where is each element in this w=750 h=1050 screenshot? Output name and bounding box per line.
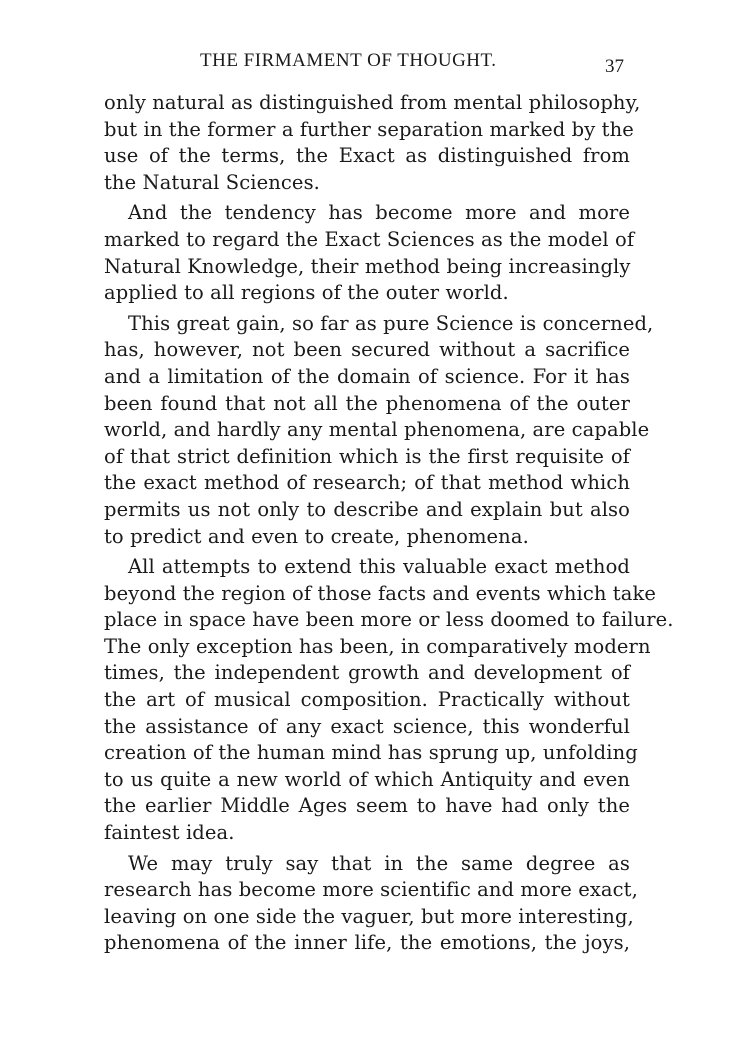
text-line: but in the former a further separation marked by the: [104, 117, 634, 141]
text-line: creation of the human mind has sprung up, unfolding: [104, 741, 638, 765]
text-line: to us quite a new world of which Antiquity and even: [104, 767, 630, 791]
text-line: This great gain, so far as pure Science is concerned,: [128, 311, 654, 335]
text-line: the earlier Middle Ages seem to have had only the: [104, 794, 630, 818]
paragraph: [104, 311, 654, 550]
text-line: place in space have been more or less doomed to failure.: [104, 608, 674, 632]
text-line: and a limitation of the domain of science. For it has: [104, 364, 630, 388]
text-line: only natural as distinguished from mental philosophy,: [104, 91, 641, 114]
text-line: All attempts to extend this valuable exact method: [128, 555, 630, 579]
text-line: times, the independent growth and development of: [104, 661, 630, 685]
text-line: the art of musical composition. Practically without: [104, 688, 630, 712]
text-line: leaving on one side the vaguer, but more interesting,: [104, 904, 634, 928]
text-line: to predict and even to create, phenomena.: [104, 524, 529, 548]
paragraph: [104, 554, 674, 847]
body-text: [104, 90, 674, 957]
text-line: The only exception has been, in comparatively modern: [104, 634, 651, 658]
text-line: the assistance of any exact science, this wonderful: [104, 714, 630, 738]
text-line: permits us not only to describe and explain but also: [104, 497, 630, 521]
text-line: research has become more scientific and more exact,: [104, 878, 638, 902]
text-line: marked to regard the Exact Sciences as the model of: [104, 227, 635, 251]
text-line: beyond the region of those facts and events which take: [104, 581, 657, 605]
text-line: of that strict definition which is the first requisite of: [104, 444, 630, 468]
text-line: world, and hardly any mental phenomena, are capable: [104, 418, 650, 442]
text-line: been found that not all the phenomena of the outer: [104, 391, 630, 415]
running-head: THE FIRMAMENT OF THOUGHT.: [200, 50, 497, 71]
text-line: applied to all regions of the outer world.: [104, 281, 509, 305]
text-line: Natural Knowledge, their method being increasingly: [104, 254, 631, 278]
text-line: the exact method of research; of that method which: [104, 471, 630, 495]
page-number: 37: [605, 56, 624, 77]
text-line: the Natural Sciences.: [104, 170, 320, 194]
paragraph: [104, 851, 638, 957]
paragraph: [104, 200, 635, 306]
text-line: phenomena of the inner life, the emotions, the joys,: [104, 931, 630, 955]
text-line: faintest idea.: [104, 821, 235, 845]
text-line: We may truly say that in the same degree as: [128, 851, 630, 875]
text-line: has, however, not been secured without a sacrifice: [104, 338, 630, 362]
paragraph: [104, 90, 641, 196]
text-line: use of the terms, the Exact as distinguished from: [104, 144, 630, 168]
text-line: And the tendency has become more and more: [128, 201, 630, 225]
